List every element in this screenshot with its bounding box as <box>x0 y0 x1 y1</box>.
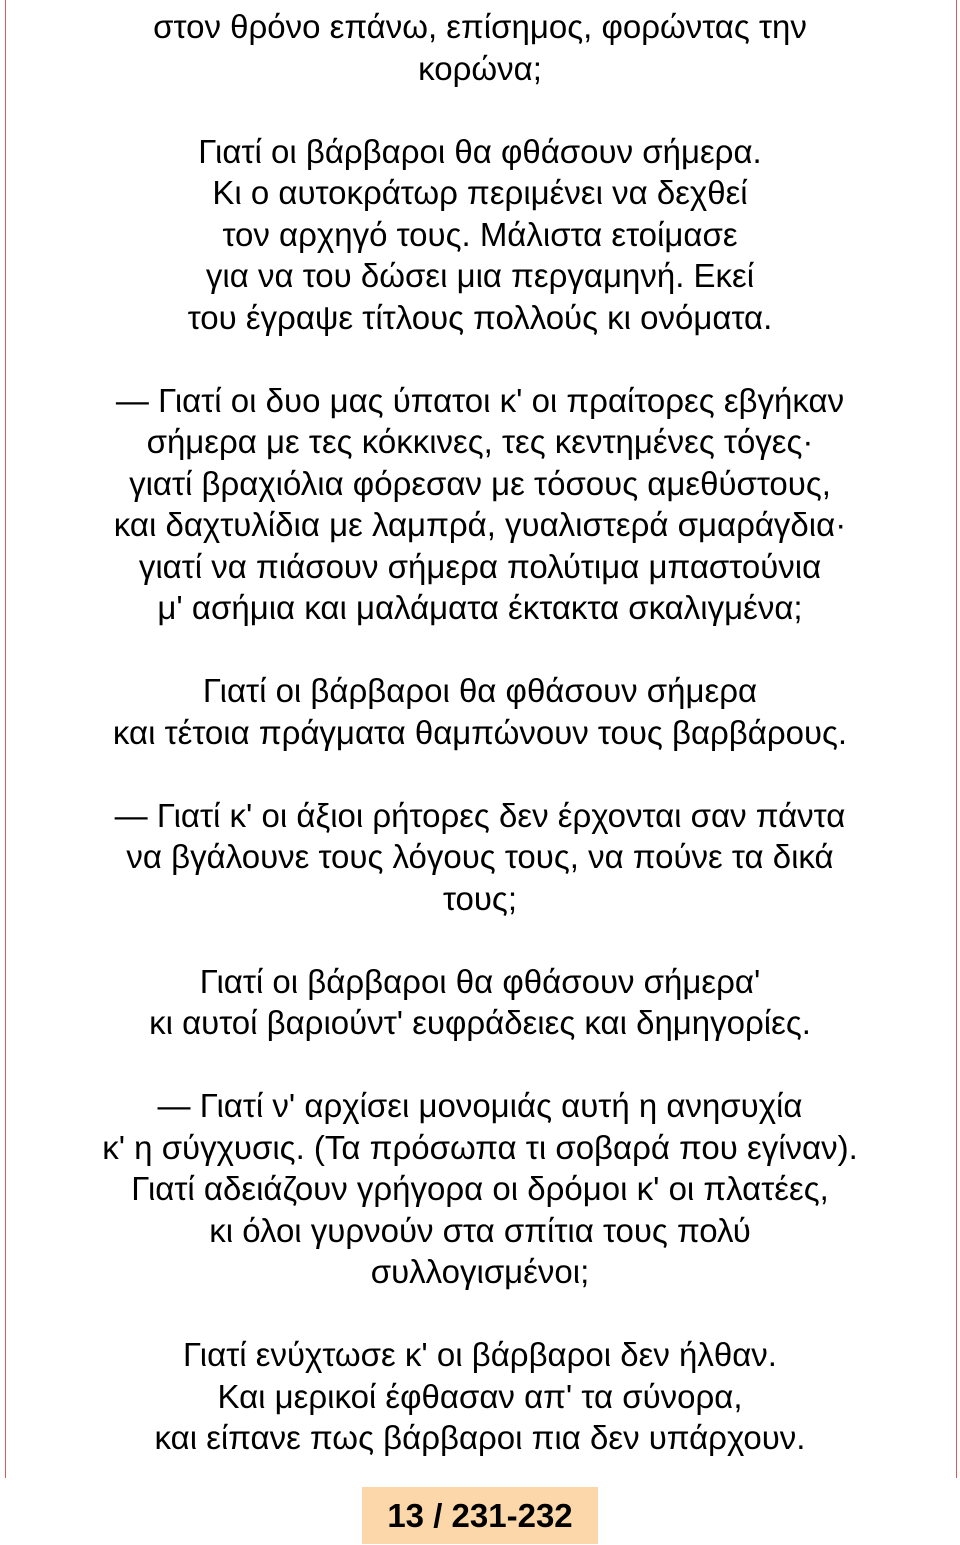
poem-line: γιατί βραχιόλια φόρεσαν με τόσους αμεθύστους, <box>129 464 831 502</box>
poem-line: και τέτοια πράγματα θαμπώνουν τους βαρβάρους. <box>112 713 848 751</box>
stanza <box>0 380 960 629</box>
poem-line: και είπανε πως βάρβαροι πια δεν υπάρχουν. <box>154 1419 806 1456</box>
poem-line: για να του δώσει μια περγαμηνή. Εκεί <box>205 257 755 294</box>
poem-line: Κι ο αυτοκράτωρ περιμένει να δεχθεί <box>212 174 748 211</box>
stanza <box>0 6 960 89</box>
poem-line: συλλογισμένοι; <box>370 1253 590 1290</box>
poem-line: κι αυτοί βαριούντ' ευφράδειες και δημηγορίες. <box>149 1004 811 1041</box>
poem-line: κορώνα; <box>418 49 542 87</box>
stanza <box>0 131 960 339</box>
page-number-badge: 13 / 231-232 <box>362 1487 598 1544</box>
poem-line: τους; <box>442 879 518 917</box>
poem-line: σήμερα με τες κόκκινες, τες κεντημένες τόγες· <box>146 423 814 460</box>
poem-line: Και μερικοί έφθασαν απ' τα σύνορα, <box>217 1377 743 1415</box>
poem-line: Γιατί ενύχτωσε κ' οι βάρβαροι δεν ήλθαν. <box>183 1336 777 1373</box>
poem-line: Γιατί οι βάρβαροι θα φθάσουν σήμερα <box>202 672 758 709</box>
poem-line: του έγραψε τίτλους πολλούς κι ονόματα. <box>187 298 773 336</box>
poem-line: να βγάλουνε τους λόγους τους, να πούνε τα δικά <box>126 838 834 875</box>
poem-line: Γιατί αδειάζουν γρήγορα οι δρόμοι κ' οι πλατέες, <box>131 1170 829 1207</box>
stanza <box>0 961 960 1044</box>
poem-line: — Γιατί ν' αρχίσει μονομιάς αυτή η ανησυχία <box>157 1087 803 1124</box>
stanza <box>0 1085 960 1293</box>
poem-line: και δαχτυλίδια με λαμπρά, γυαλιστερά σμαράγδια· <box>113 506 847 543</box>
poem-line: στον θρόνο επάνω, επίσημος, φορώντας την <box>153 8 807 45</box>
poem-line: Γιατί οι βάρβαροι θα φθάσουν σήμερα. <box>198 132 762 170</box>
poem-line: κι όλοι γυρνούν στα σπίτια τους πολύ <box>209 1211 751 1249</box>
poem-line: κ' η σύγχυσις. (Τα πρόσωπα τι σοβαρά που εγίναν). <box>102 1128 858 1166</box>
poem-line: γιατί να πιάσουν σήμερα πολύτιμα μπαστούνια <box>138 547 822 585</box>
poem-line: Γιατί οι βάρβαροι θα φθάσουν σήμερα' <box>199 962 761 1000</box>
poem-text <box>0 6 960 1500</box>
poem-line: — Γιατί κ' οι άξιοι ρήτορες δεν έρχονται σαν πάντα <box>114 796 846 834</box>
poem-line: τον αρχηγό τους. Μάλιστα ετοίμασε <box>222 215 738 253</box>
stanza <box>0 670 960 753</box>
poem-line: μ' ασήμια και μαλάματα έκτακτα σκαλιγμένα; <box>157 589 803 626</box>
stanza <box>0 795 960 920</box>
poem-line: — Γιατί οι δυο μας ύπατοι κ' οι πραίτορες εβγήκαν <box>115 381 845 419</box>
stanza <box>0 1334 960 1459</box>
